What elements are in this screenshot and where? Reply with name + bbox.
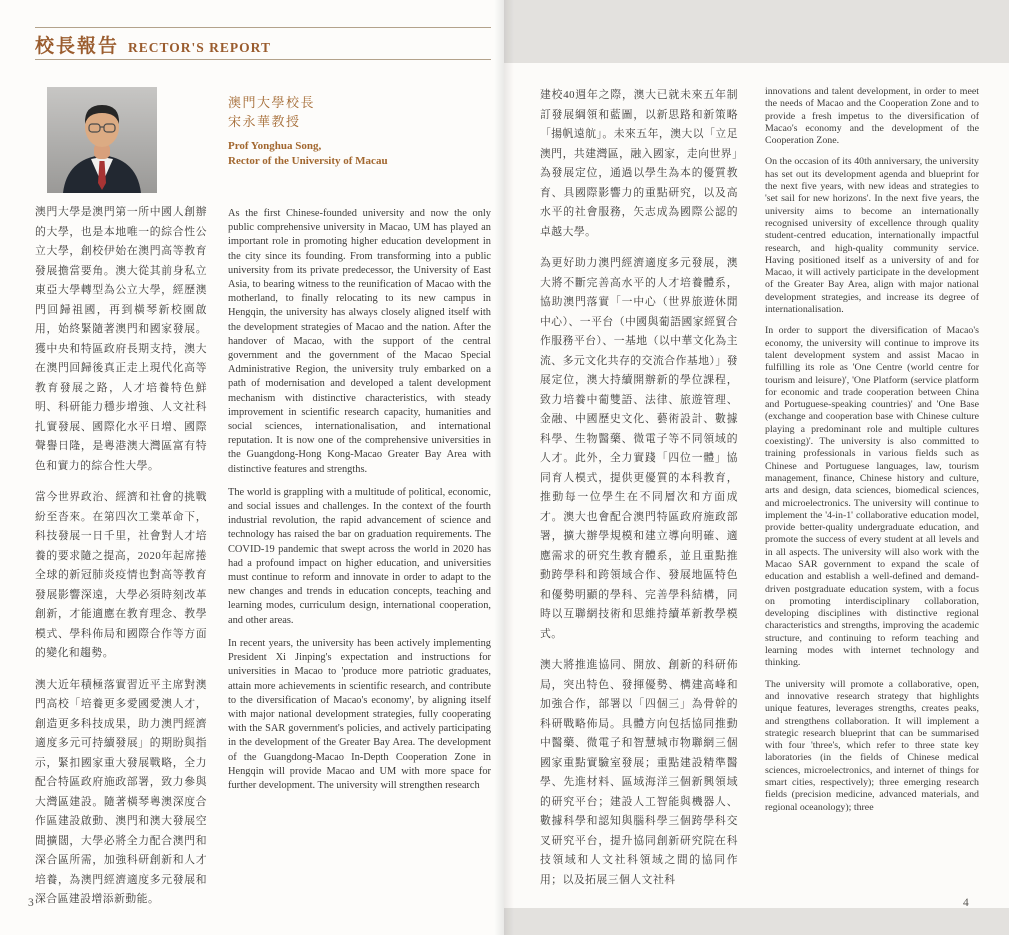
- cn-paragraph: 澳大近年積極落實習近平主席對澳門高校「培養更多愛國愛澳人才，創造更多科技成果，助力澳門經濟適度多元可持續發展」的期盼與指示，緊扣國家重大發展戰略，全力配合特區政府施政部署，致力參與大灣區建設。隨著橫琴粵澳深度合作區建設啟動、澳門和澳大發展空間擴闊，大學必將全力配合澳門和深合區所需，加強科研創新和人才培養，為澳門經濟適度多元發展和深合區建設增添新動能。: [35, 678, 207, 905]
- left-chinese-column: [35, 203, 207, 907]
- rector-portrait: [47, 87, 157, 193]
- right-chinese-column: [540, 86, 738, 908]
- en-paragraph: As the first Chinese-founded university and now the only public comprehensive university in Macao, UM has played an important role in promoting higher education development in the city since its founding. From transforming into a public university from its private predecessor, the University of East Asia, to bearing witness to the reunification of Macao with the motherland, to finally relocating to its new campus in Hengqin, the university has always closely aligned itself with the development strategies of Macao and the nation. After the handover of Macao, with the support of the central government and the government of the Macao Special Administrative Region, the university truly embarked on a path of modernisation and developed a talent development mechanism with distinctive characteristics, with steady improvement in scientific research capacity, humanities and social sciences, internationalisation, and international reputation. It is now one of the comprehensive universities in the Guangdong-Hong Kong-Macao Greater Bay Area with distinctive features and strengths.: [228, 208, 491, 475]
- cn-paragraph: 為更好助力澳門經濟適度多元發展，澳大將不斷完善高水平的人才培養體系，協助澳門落實「一中心（世界旅遊休閒中心）、一平台（中國與葡語國家經貿合作服務平台）、一基地（以中華文化為主流、多元文化共存的交流合作基地）」發展定位，澳大持續開辦新的學位課程，致力培養中葡雙語、法律、旅遊管理、金融、中國歷史文化、藝術設計、數據科學、生物醫藥、微電子等不同領域的人才。此外，全力實踐「四位一體」協同育人模式，提供更優質的本科教育，推動每一位學生在不同層次和方面成才。澳大也會配合澳門特區政府施政部署，擴大辦學規模和建立導向明確、適應需求的研究生教育體系，並且重點推動跨學科和跨領域合作、發展地區特色和優勢明顯的學科、完善學科結構，同時以互聯網技術和思維持續革新教學模式。: [540, 257, 738, 640]
- rector-title-english: Rector of the University of Macau: [228, 155, 388, 167]
- page-right: [504, 63, 1009, 908]
- rector-title-chinese: 澳門大學校長: [228, 95, 316, 110]
- section-title-chinese: 校長報告: [35, 36, 120, 57]
- right-english-column: [765, 86, 979, 908]
- cn-paragraph: 澳門大學是澳門第一所中國人創辦的大學，也是本地唯一的綜合性公立大學，創校伊始在澳門高等教育發展擔當要角。澳大從其前身私立東亞大學轉型為公立大學，經歷澳門回歸祖國，再到橫琴新校園啟用，始終緊隨著澳門和國家發展。獲中央和特區政府長期支持，澳大在澳門回歸後真正走上現代化高等教育發展之路，人才培養特色鮮明、科研能力穩步增強、人文社科扎實發展、國際化水平日增、國際聲譽日隆，是粵港澳大灣區富有特色和實力的綜合性大學。: [35, 206, 207, 472]
- cn-paragraph: 澳大將推進協同、開放、創新的科研佈局，突出特色、發揮優勢、構建高峰和加強合作，部署以「四個三」為骨幹的科研戰略佈局。具體方向包括協同推動中醫藥、微電子和智慧城市物聯網三個國家重點實驗室發展；重點建設精準醫學、先進材料、區域海洋三個新興領域的研究平台；建設人工智能與機器人、數據科學和認知與腦科學三個跨學科交叉研究平台，提升協同創新研究院在科技領域和人文社科領域之間的協同作用；以及拓展三個人文社科: [540, 659, 738, 886]
- section-header: [35, 31, 271, 57]
- left-english-column: [228, 207, 491, 907]
- header-rule-bottom: [35, 59, 491, 60]
- rector-name-chinese: 宋永華教授: [228, 114, 301, 129]
- rector-portrait-illustration: [47, 87, 157, 193]
- rector-name-block: [228, 93, 388, 169]
- en-paragraph: innovations and talent development, in order to meet the needs of Macao and the Cooperation Zone and to provide a fresh impetus to the diversification of Macao's economy and the development of the Cooperation Zone.: [765, 86, 979, 147]
- en-paragraph: In recent years, the university has been actively implementing President Xi Jinping's expectation and instructions for universities in Macao to 'produce more patriotic graduates, attain more achievements in scientific research, and contribute to the diversification of Macao's economy', by aligning itself with major national development strategies, fully cooperating with the SAR government's policies, and actively participating in the development of the Greater Bay Area. The development of the Guangdong-Macao In-Depth Cooperation Zone in Hengqin will provide Macao and UM with more space for further development. The university will strengthen research: [228, 637, 491, 791]
- en-paragraph: The university will promote a collaborative, open, and innovative research strategy that highlights unique features, leverages strengths, creates peaks, and strengthens collaboration. It will implement a strategic research blueprint that can be summarised with four 'three's, which refer to three state key laboratories (in the fields of Chinese medical sciences, microelectronics, and internet of things for smart cities, respectively); three emerging research fields (precision medicine, advanced materials, and regional oceanology); three: [765, 678, 979, 813]
- page-left: [0, 0, 504, 935]
- rector-name-english: Prof Yonghua Song,: [228, 140, 322, 152]
- cn-paragraph: 當今世界政治、經濟和社會的挑戰紛至沓來。在第四次工業革命下，科技發展一日千里，社會對人才培養的要求隨之提高，2020年起席捲全球的新冠肺炎疫情也對高等教育發展影響深遠，大學必須時刻改革創新，才能適應在教育理念、教學模式、學科佈局和國際合作等方面的變化和趨勢。: [35, 491, 207, 659]
- en-paragraph: The world is grappling with a multitude of political, economic, and social issues and challenges. In the context of the fourth industrial revolution, the rapid advancement of science and technology has raised the bar on graduation requirements. The COVID-19 pandemic that swept across the world in 2020 has had a profound impact on higher education, and universities must continue to reform and innovate in order to adapt to the new changes and trends in education concepts, teaching and learning modes, curriculum design, international cooperation, and other areas.: [228, 486, 491, 626]
- cn-paragraph: 建校40週年之際，澳大已就未來五年制訂發展綱領和藍圖，以新思路和新策略「揚帆遠航」。未來五年，澳大以「立足澳門，共建灣區，融入國家，走向世界」為發展定位，通過以學生為本的優質教育、具國際影響力的重點研究，以及高水平的社會服務，矢志成為國際公認的卓越大學。: [540, 89, 738, 238]
- en-paragraph: On the occasion of its 40th anniversary, the university has set out its development agenda and blueprint for the next five years, with new ideas and strategies to 'set sail for new horizons'. In the next five years, the university aims to become an internationally recognised university of excellence through quality student-centred education, internationally impactful research, and high-quality community service. Having positioned itself as a university of and for Macao, it will actively participate in the development of the Greater Bay Area, align with major national development strategies, and increase its degree of internationalisation.: [765, 156, 979, 316]
- page-number: 3: [28, 897, 34, 909]
- page-number: 4: [963, 897, 969, 909]
- en-paragraph: In order to support the diversification of Macao's economy, the university will continue to improve its talent development system and assist Macao in fulfilling its role as 'One Centre (world centre for tourism and leisure)', 'One Platform (service platform for economic and trade cooperation between China and Portuguese-speaking countries)' and 'One Base (exchange and cooperation base with Chinese culture playing a predominant role and multiple cultures coexisting)'. The university is also committed to training professionals in various fields such as Chinese and Portuguese languages, law, tourism management, finance, Chinese history and culture, arts and design, data sciences, biomedical sciences, and microelectronics. The university will continue to implement the '4-in-1' collaborative education model, provide better-quality undergraduate education, and promote the success of every student at all levels and in all aspects. The university will also work with the Macao SAR government to expand the scale of education and establish a well-defined and demand-driven postgraduate education system, with a focus on promoting interdisciplinary collaboration, developing disciplines with distinctive regional characteristics and strengths, improving the academic structure, and continuing to reform teaching and learning modes with internet technology and thinking.: [765, 325, 979, 669]
- section-title-english: RECTOR'S REPORT: [128, 40, 271, 55]
- header-rule-top: [35, 27, 491, 28]
- spacer: [228, 131, 388, 139]
